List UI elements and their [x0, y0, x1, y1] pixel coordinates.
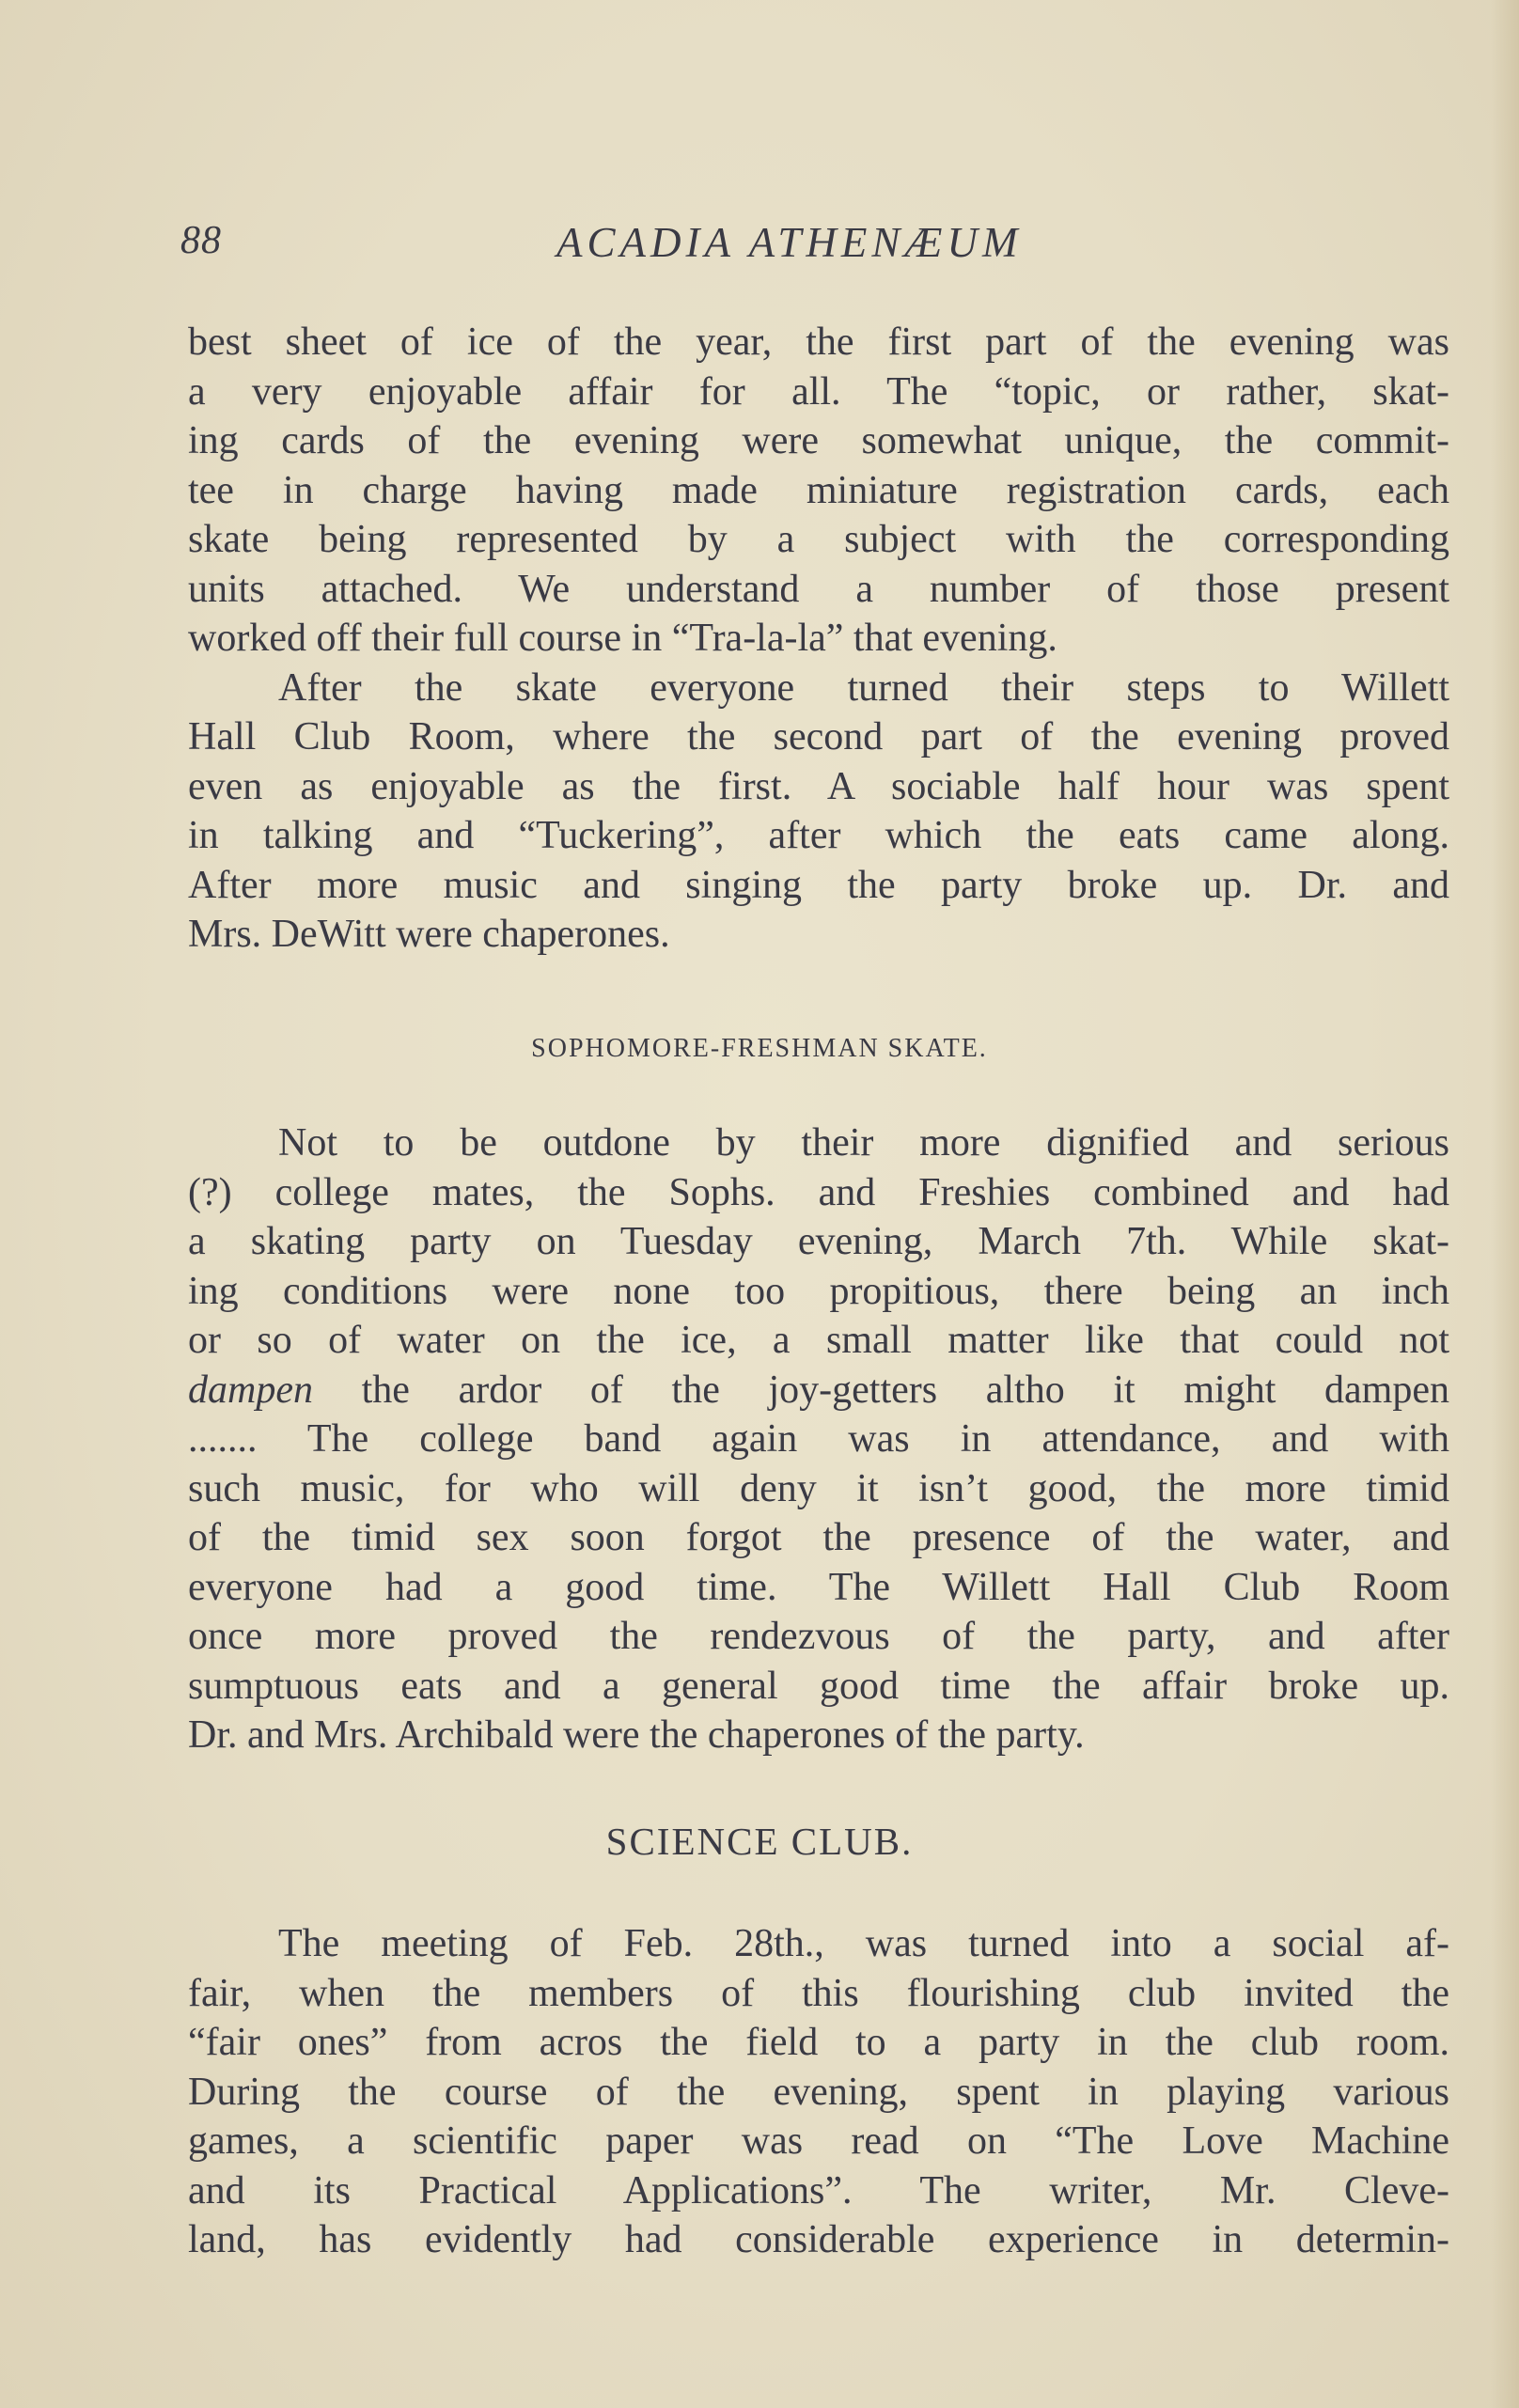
text-line: of the timid sex soon forgot the presence of the water, and — [188, 1516, 1449, 1559]
text-line: ing conditions were none too propitious, there being an inch — [188, 1269, 1449, 1313]
text-line: best sheet of ice of the year, the first part of the evening was — [188, 321, 1449, 364]
text-line-with-italic — [188, 1366, 1449, 1415]
section-skating-party-text — [188, 318, 1449, 960]
text-line: After more music and singing the party broke up. Dr. and — [188, 863, 1449, 907]
text-line: Not to be outdone by their more dignified and serious — [278, 1121, 1449, 1165]
page-edge-shading — [1491, 0, 1519, 2408]
page-number: 88 — [180, 219, 222, 262]
text-line: skate being represented by a subject with the corresponding — [188, 518, 1449, 561]
section-sophomore-freshman-text — [188, 1118, 1449, 1760]
text-line: Hall Club Room, where the second part of the evening proved — [188, 715, 1449, 758]
text-line: tee in charge having made miniature registration cards, each — [188, 468, 1449, 512]
section-heading-science-club: SCIENCE CLUB. — [605, 1820, 914, 1863]
text-line: in talking and “Tuckering”, after which the eats came along. — [188, 814, 1449, 857]
text-line-rest: the ardor of the joy-getters altho it might dampen — [361, 1368, 1449, 1412]
text-line: once more proved the rendezvous of the party, and after — [188, 1615, 1449, 1658]
text-line: or so of water on the ice, a small matter like that could not — [188, 1319, 1449, 1362]
text-line: sumptuous eats and a general good time the affair broke up. — [188, 1664, 1449, 1708]
running-title: ACADIA ATHENÆUM — [556, 219, 1023, 266]
text-line: “fair ones” from acros the field to a party in the club room. — [188, 2021, 1449, 2064]
text-line: units attached. We understand a number of those present — [188, 567, 1449, 611]
text-line: Mrs. DeWitt were chaperones. — [188, 913, 670, 956]
text-line: During the course of the evening, spent in playing various — [188, 2070, 1449, 2114]
text-line: The meeting of Feb. 28th., was turned into a social af- — [278, 1922, 1449, 1965]
text-line: worked off their full course in “Tra-la-la” that evening. — [188, 617, 1057, 660]
text-line: ....... The college band again was in attendance, and with — [188, 1417, 1449, 1461]
italic-word: dampen — [188, 1368, 313, 1412]
text-line: ing cards of the evening were somewhat unique, the commit- — [188, 419, 1449, 462]
section-science-club-text — [188, 1919, 1449, 2265]
text-line: even as enjoyable as the first. A sociable half hour was spent — [188, 764, 1449, 808]
text-line: Dr. and Mrs. Archibald were the chaperones of the party. — [188, 1713, 1085, 1757]
text-line: everyone had a good time. The Willett Hall Club Room — [188, 1565, 1449, 1609]
text-line: After the skate everyone turned their steps to Willett — [278, 665, 1449, 710]
text-line: a skating party on Tuesday evening, March 7th. While skat- — [188, 1220, 1449, 1263]
text-line: fair, when the members of this flourishing club invited the — [188, 1971, 1449, 2015]
text-line: a very enjoyable affair for all. The “topic, or rather, skat- — [188, 369, 1449, 414]
text-line: and its Practical Applications”. The writer, Mr. Cleve- — [188, 2168, 1449, 2213]
page-header — [180, 218, 1120, 274]
text-line: (?) college mates, the Sophs. and Freshies combined and had — [188, 1170, 1449, 1214]
text-line: games, a scientific paper was read on “The Love Machine — [188, 2119, 1449, 2163]
section-heading-sophomore-freshman: SOPHOMORE-FRESHMAN SKATE. — [531, 1034, 988, 1063]
text-line: such music, for who will deny it isn’t good, the more timid — [188, 1466, 1449, 1510]
text-line: land, has evidently had considerable experience in determin- — [188, 2218, 1449, 2261]
